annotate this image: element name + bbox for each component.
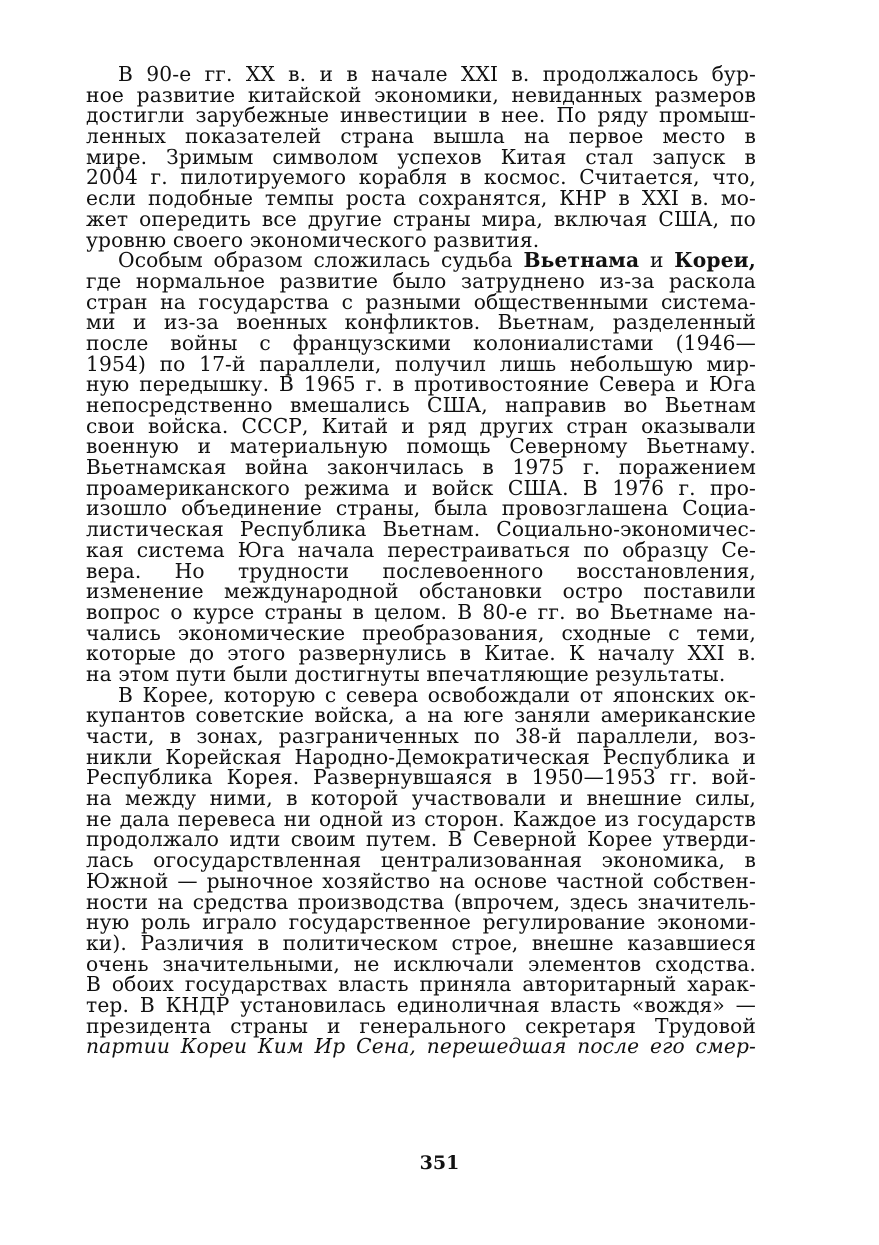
text-line: ки). Различия в политическом строе, внешне казавшиеся xyxy=(86,930,756,955)
text-line: листическая Республика Вьетнам. Социально-экономичес- xyxy=(86,517,756,542)
text-run: Особым образом сложилась судьба xyxy=(118,248,524,273)
text-line: вопрос о курсе страны в целом. В 80-е гг. во Вьетнаме на- xyxy=(86,599,756,624)
paragraph-2 xyxy=(86,250,756,684)
paragraph-3 xyxy=(86,682,756,1059)
text-line: свои войска. СССР, Китай и ряд других стран оказывали xyxy=(86,413,756,438)
text-line: Южной — рыночное хозяйство на основе частной собствен- xyxy=(86,868,756,893)
text-line: не дала перевеса ни одной из сторон. Каждое из государств xyxy=(86,806,756,831)
text-line: ленных показателей страна вышла на первое место в xyxy=(86,124,756,149)
text-line: тер. В КНДР установилась единоличная власть «вождя» — xyxy=(86,992,756,1017)
text-line: лась огосударствленная централизованная экономика, в xyxy=(86,848,756,873)
text-line: которые до этого развернулись в Китае. К началу XXI в. xyxy=(86,641,756,666)
text-line: 1954) по 17-й параллели, получил лишь небольшую мир- xyxy=(86,351,756,376)
paragraph-1 xyxy=(86,64,756,250)
page-number: 351 xyxy=(419,1152,460,1174)
text-line: В Корее, которую с севера освобождали от японских ок- xyxy=(118,682,756,707)
text-line: изменение международной обстановки остро поставили xyxy=(86,579,756,604)
text-line: В 90-е гг. XX в. и в начале XXI в. продолжалось бур- xyxy=(118,62,756,86)
text-line: военную и материальную помощь Северному Вьетнаму. xyxy=(86,434,756,459)
text-line: купантов советские войска, а на юге заняли американские xyxy=(86,703,756,728)
text-line: ности на средства производства (впрочем, здесь значитель- xyxy=(86,889,756,914)
text-line: очень значительными, не исключали элементов сходства. xyxy=(86,951,756,976)
text-line: вера. Но трудности послевоенного восстановления, xyxy=(86,558,756,583)
bold-term-vietnam: Вьетнама xyxy=(523,248,640,273)
text-line: после войны с французскими колониалистами (1946— xyxy=(86,330,756,355)
text-line: где нормальное развитие было затруднено из-за раскола xyxy=(86,268,756,293)
italic-text-line: партии Кореи Ким Ир Сена, перешедшая после его смер- xyxy=(86,1034,756,1059)
text-line: если подобные темпы роста сохранятся, КНР в XXI в. мо- xyxy=(86,186,756,211)
text-line: никли Корейская Народно-Демократическая Республика и xyxy=(86,744,756,769)
text-line: части, в зонах, разграниченных по 38-й параллели, воз- xyxy=(86,724,756,748)
text-line: жет опередить все другие страны мира, включая США, по xyxy=(86,206,756,231)
text-line: стран на государства с разными общественными система- xyxy=(86,289,756,314)
text-line: на этом пути были достигнуты впечатляющие результаты. xyxy=(86,661,726,686)
text-line: уровню своего экономического развития. xyxy=(86,227,540,252)
text-line: Республика Корея. Развернувшаяся в 1950—1953 гг. вой- xyxy=(86,765,756,790)
text-line: достигли зарубежные инвестиции в нее. По ряду промыш- xyxy=(86,103,756,128)
text-line: ное развитие китайской экономики, невиданных размеров xyxy=(86,82,756,107)
text-line: непосредственно вмешались США, направив во Вьетнам xyxy=(86,393,756,417)
page-body xyxy=(86,64,756,1057)
text-line: проамериканского режима и войск США. В 1976 г. про- xyxy=(86,475,756,500)
text-line: ми и из-за военных конфликтов. Вьетнам, разделенный xyxy=(86,310,756,335)
text-line: мире. Зримым символом успехов Китая стал запуск в xyxy=(86,144,756,169)
text-line: чались экономические преобразования, сходные с теми, xyxy=(86,620,756,645)
text-run: и xyxy=(639,248,675,273)
text-line: ную передышку. В 1965 г. в противостояние Севера и Юга xyxy=(86,372,756,397)
text-line: президента страны и генерального секретаря Трудовой xyxy=(86,1013,756,1038)
text-line: ную роль играло государственное регулирование экономи- xyxy=(86,910,756,935)
text-line: В обоих государствах власть приняла авторитарный харак- xyxy=(86,972,756,997)
text-line xyxy=(86,250,756,271)
text-line: изошло объединение страны, была провозглашена Социа- xyxy=(86,496,756,521)
text-line: 2004 г. пилотируемого корабля в космос. Считается, что, xyxy=(86,165,756,190)
text-line: кая система Юга начала перестраиваться по образцу Се- xyxy=(86,537,756,562)
text-line: на между ними, в которой участвовали и внешние силы, xyxy=(86,786,756,811)
bold-term-korea: Кореи, xyxy=(674,248,756,273)
text-line: продолжало идти своим путем. В Северной Корее утверди- xyxy=(86,827,756,852)
text-line: Вьетнамская война закончилась в 1975 г. поражением xyxy=(86,455,756,480)
